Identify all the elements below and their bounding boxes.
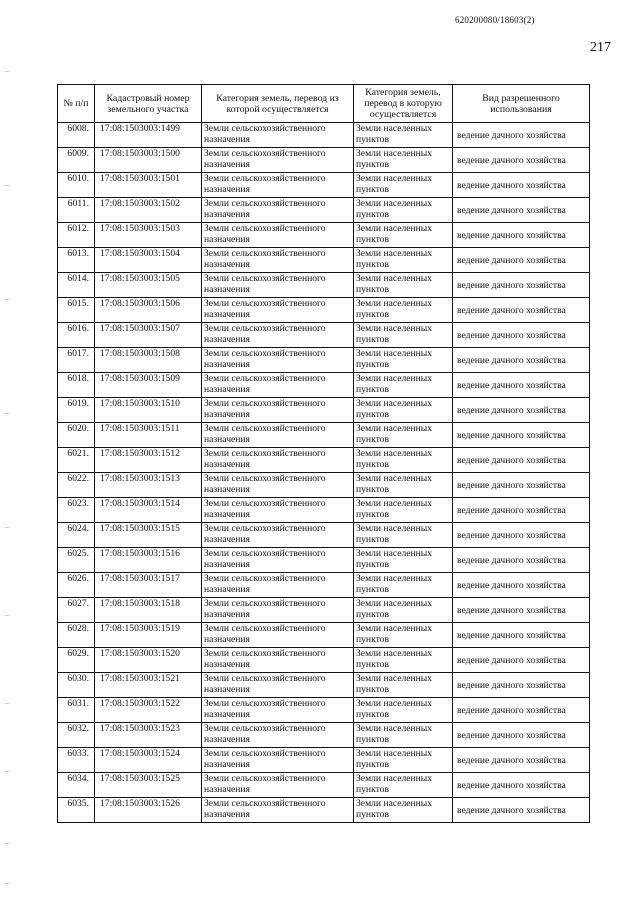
table-row (58, 748, 590, 773)
cell-from-category: Земли сельскохозяйственного назначения (202, 723, 354, 748)
cell-number: 6020. (58, 423, 95, 448)
table-row (58, 648, 590, 673)
cell-cadastral: 17:08:1503003:1501 (95, 173, 202, 198)
cell-from-category: Земли сельскохозяйственного назначения (202, 748, 354, 773)
cell-use: ведение дачного хозяйства (453, 448, 590, 473)
table-row (58, 773, 590, 798)
cell-from-category: Земли сельскохозяйственного назначения (202, 298, 354, 323)
cell-use: ведение дачного хозяйства (453, 423, 590, 448)
cell-use: ведение дачного хозяйства (453, 198, 590, 223)
cell-cadastral: 17:08:1503003:1519 (95, 623, 202, 648)
margin-mark: .... (4, 410, 10, 416)
header-num: № п/п (58, 85, 95, 123)
cell-to-category: Земли населенных пунктов (354, 248, 453, 273)
cell-number: 6013. (58, 248, 95, 273)
land-plots-table (57, 84, 590, 823)
cell-cadastral: 17:08:1503003:1515 (95, 523, 202, 548)
cell-cadastral: 17:08:1503003:1510 (95, 398, 202, 423)
page-number: 217 (590, 40, 611, 55)
cell-to-category: Земли населенных пунктов (354, 423, 453, 448)
cell-to-category: Земли населенных пунктов (354, 673, 453, 698)
cell-to-category: Земли населенных пунктов (354, 398, 453, 423)
table-row (58, 798, 590, 823)
table-row (58, 698, 590, 723)
cell-cadastral: 17:08:1503003:1512 (95, 448, 202, 473)
cell-to-category: Земли населенных пунктов (354, 298, 453, 323)
margin-mark: .... (4, 840, 10, 846)
cell-number: 6033. (58, 748, 95, 773)
cell-cadastral: 17:08:1503003:1523 (95, 723, 202, 748)
table-row (58, 298, 590, 323)
margin-mark: .... (4, 612, 10, 618)
cell-use: ведение дачного хозяйства (453, 598, 590, 623)
cell-to-category: Земли населенных пунктов (354, 198, 453, 223)
cell-from-category: Земли сельскохозяйственного назначения (202, 148, 354, 173)
cell-to-category: Земли населенных пунктов (354, 698, 453, 723)
cell-to-category: Земли населенных пунктов (354, 123, 453, 148)
cell-cadastral: 17:08:1503003:1525 (95, 773, 202, 798)
table-row (58, 248, 590, 273)
cell-from-category: Земли сельскохозяйственного назначения (202, 273, 354, 298)
cell-cadastral: 17:08:1503003:1524 (95, 748, 202, 773)
table-row (58, 673, 590, 698)
table-header-row (58, 85, 590, 123)
cell-use: ведение дачного хозяйства (453, 573, 590, 598)
margin-mark: .... (4, 880, 10, 886)
table-row (58, 223, 590, 248)
table-row (58, 348, 590, 373)
cell-to-category: Земли населенных пунктов (354, 448, 453, 473)
cell-cadastral: 17:08:1503003:1502 (95, 198, 202, 223)
cell-number: 6017. (58, 348, 95, 373)
cell-from-category: Земли сельскохозяйственного назначения (202, 573, 354, 598)
cell-from-category: Земли сельскохозяйственного назначения (202, 398, 354, 423)
cell-to-category: Земли населенных пунктов (354, 548, 453, 573)
cell-use: ведение дачного хозяйства (453, 273, 590, 298)
cell-cadastral: 17:08:1503003:1521 (95, 673, 202, 698)
cell-use: ведение дачного хозяйства (453, 348, 590, 373)
cell-cadastral: 17:08:1503003:1513 (95, 473, 202, 498)
cell-to-category: Земли населенных пунктов (354, 798, 453, 823)
cell-from-category: Земли сельскохозяйственного назначения (202, 673, 354, 698)
cell-number: 6035. (58, 798, 95, 823)
cell-from-category: Земли сельскохозяйственного назначения (202, 648, 354, 673)
cell-to-category: Земли населенных пунктов (354, 648, 453, 673)
table-row (58, 723, 590, 748)
cell-cadastral: 17:08:1503003:1516 (95, 548, 202, 573)
cell-from-category: Земли сельскохозяйственного назначения (202, 373, 354, 398)
cell-use: ведение дачного хозяйства (453, 773, 590, 798)
cell-to-category: Земли населенных пунктов (354, 273, 453, 298)
cell-use: ведение дачного хозяйства (453, 648, 590, 673)
cell-use: ведение дачного хозяйства (453, 798, 590, 823)
cell-from-category: Земли сельскохозяйственного назначения (202, 348, 354, 373)
table-row (58, 523, 590, 548)
margin-mark: .... (4, 68, 10, 74)
table-row (58, 573, 590, 598)
cell-use: ведение дачного хозяйства (453, 698, 590, 723)
cell-use: ведение дачного хозяйства (453, 748, 590, 773)
table-row (58, 548, 590, 573)
cell-use: ведение дачного хозяйства (453, 523, 590, 548)
cell-number: 6030. (58, 673, 95, 698)
cell-to-category: Земли населенных пунктов (354, 623, 453, 648)
cell-from-category: Земли сельскохозяйственного назначения (202, 448, 354, 473)
cell-use: ведение дачного хозяйства (453, 623, 590, 648)
table-row (58, 398, 590, 423)
cell-from-category: Земли сельскохозяйственного назначения (202, 498, 354, 523)
cell-cadastral: 17:08:1503003:1507 (95, 323, 202, 348)
cell-to-category: Земли населенных пунктов (354, 323, 453, 348)
table-row (58, 323, 590, 348)
margin-mark: .... (4, 768, 10, 774)
cell-number: 6016. (58, 323, 95, 348)
cell-cadastral: 17:08:1503003:1504 (95, 248, 202, 273)
cell-use: ведение дачного хозяйства (453, 223, 590, 248)
cell-cadastral: 17:08:1503003:1526 (95, 798, 202, 823)
table-row (58, 148, 590, 173)
cell-to-category: Земли населенных пунктов (354, 148, 453, 173)
cell-cadastral: 17:08:1503003:1520 (95, 648, 202, 673)
cell-use: ведение дачного хозяйства (453, 248, 590, 273)
table-row (58, 598, 590, 623)
cell-number: 6026. (58, 573, 95, 598)
cell-to-category: Земли населенных пунктов (354, 523, 453, 548)
cell-use: ведение дачного хозяйства (453, 673, 590, 698)
cell-number: 6008. (58, 123, 95, 148)
cell-number: 6009. (58, 148, 95, 173)
cell-cadastral: 17:08:1503003:1505 (95, 273, 202, 298)
cell-to-category: Земли населенных пунктов (354, 723, 453, 748)
cell-from-category: Земли сельскохозяйственного назначения (202, 523, 354, 548)
cell-to-category: Земли населенных пунктов (354, 373, 453, 398)
cell-cadastral: 17:08:1503003:1506 (95, 298, 202, 323)
cell-number: 6021. (58, 448, 95, 473)
header-to-category: Категория земель, перевод в которую осуществляется (354, 85, 453, 123)
cell-to-category: Земли населенных пунктов (354, 748, 453, 773)
cell-use: ведение дачного хозяйства (453, 723, 590, 748)
cell-to-category: Земли населенных пунктов (354, 598, 453, 623)
cell-cadastral: 17:08:1503003:1503 (95, 223, 202, 248)
cell-from-category: Земли сельскохозяйственного назначения (202, 173, 354, 198)
margin-mark: .... (4, 524, 10, 530)
cell-from-category: Земли сельскохозяйственного назначения (202, 598, 354, 623)
cell-use: ведение дачного хозяйства (453, 498, 590, 523)
cell-number: 6022. (58, 473, 95, 498)
table-row (58, 473, 590, 498)
cell-cadastral: 17:08:1503003:1517 (95, 573, 202, 598)
cell-to-category: Земли населенных пунктов (354, 773, 453, 798)
cell-number: 6029. (58, 648, 95, 673)
table-row (58, 273, 590, 298)
cell-use: ведение дачного хозяйства (453, 548, 590, 573)
cell-number: 6028. (58, 623, 95, 648)
table-row (58, 448, 590, 473)
cell-number: 6010. (58, 173, 95, 198)
header-use: Вид разрешенного использования (453, 85, 590, 123)
table-row (58, 123, 590, 148)
cell-cadastral: 17:08:1503003:1514 (95, 498, 202, 523)
cell-number: 6024. (58, 523, 95, 548)
cell-from-category: Земли сельскохозяйственного назначения (202, 473, 354, 498)
cell-from-category: Земли сельскохозяйственного назначения (202, 698, 354, 723)
cell-number: 6025. (58, 548, 95, 573)
margin-mark: .... (4, 296, 10, 302)
cell-from-category: Земли сельскохозяйственного назначения (202, 198, 354, 223)
cell-cadastral: 17:08:1503003:1518 (95, 598, 202, 623)
cell-to-category: Земли населенных пунктов (354, 573, 453, 598)
cell-use: ведение дачного хозяйства (453, 173, 590, 198)
table-row (58, 373, 590, 398)
table-row (58, 173, 590, 198)
cell-from-category: Земли сельскохозяйственного назначения (202, 623, 354, 648)
cell-to-category: Земли населенных пунктов (354, 498, 453, 523)
cell-cadastral: 17:08:1503003:1511 (95, 423, 202, 448)
cell-from-category: Земли сельскохозяйственного назначения (202, 223, 354, 248)
cell-cadastral: 17:08:1503003:1522 (95, 698, 202, 723)
cell-number: 6031. (58, 698, 95, 723)
cell-number: 6012. (58, 223, 95, 248)
table-row (58, 198, 590, 223)
cell-cadastral: 17:08:1503003:1499 (95, 123, 202, 148)
table-row (58, 623, 590, 648)
cell-from-category: Земли сельскохозяйственного назначения (202, 548, 354, 573)
cell-number: 6015. (58, 298, 95, 323)
cell-number: 6034. (58, 773, 95, 798)
table-row (58, 498, 590, 523)
cell-cadastral: 17:08:1503003:1500 (95, 148, 202, 173)
cell-use: ведение дачного хозяйства (453, 398, 590, 423)
table-row (58, 423, 590, 448)
cell-from-category: Земли сельскохозяйственного назначения (202, 773, 354, 798)
cell-use: ведение дачного хозяйства (453, 323, 590, 348)
cell-to-category: Земли населенных пунктов (354, 473, 453, 498)
header-cadastral: Кадастровый номер земельного участка (95, 85, 202, 123)
cell-cadastral: 17:08:1503003:1509 (95, 373, 202, 398)
margin-mark: .... (4, 700, 10, 706)
cell-to-category: Земли населенных пунктов (354, 348, 453, 373)
cell-number: 6018. (58, 373, 95, 398)
cell-use: ведение дачного хозяйства (453, 148, 590, 173)
cell-use: ведение дачного хозяйства (453, 123, 590, 148)
cell-number: 6032. (58, 723, 95, 748)
cell-cadastral: 17:08:1503003:1508 (95, 348, 202, 373)
cell-use: ведение дачного хозяйства (453, 373, 590, 398)
cell-from-category: Земли сельскохозяйственного назначения (202, 323, 354, 348)
cell-from-category: Земли сельскохозяйственного назначения (202, 248, 354, 273)
document-id: 620200080/18603(2) (455, 15, 535, 25)
cell-number: 6011. (58, 198, 95, 223)
cell-use: ведение дачного хозяйства (453, 298, 590, 323)
cell-from-category: Земли сельскохозяйственного назначения (202, 123, 354, 148)
cell-number: 6023. (58, 498, 95, 523)
header-from-category: Категория земель, перевод из которой осуществляется (202, 85, 354, 123)
cell-use: ведение дачного хозяйства (453, 473, 590, 498)
cell-number: 6014. (58, 273, 95, 298)
cell-number: 6027. (58, 598, 95, 623)
cell-to-category: Земли населенных пунктов (354, 223, 453, 248)
cell-number: 6019. (58, 398, 95, 423)
cell-to-category: Земли населенных пунктов (354, 173, 453, 198)
cell-from-category: Земли сельскохозяйственного назначения (202, 798, 354, 823)
margin-mark: .... (4, 182, 10, 188)
cell-from-category: Земли сельскохозяйственного назначения (202, 423, 354, 448)
